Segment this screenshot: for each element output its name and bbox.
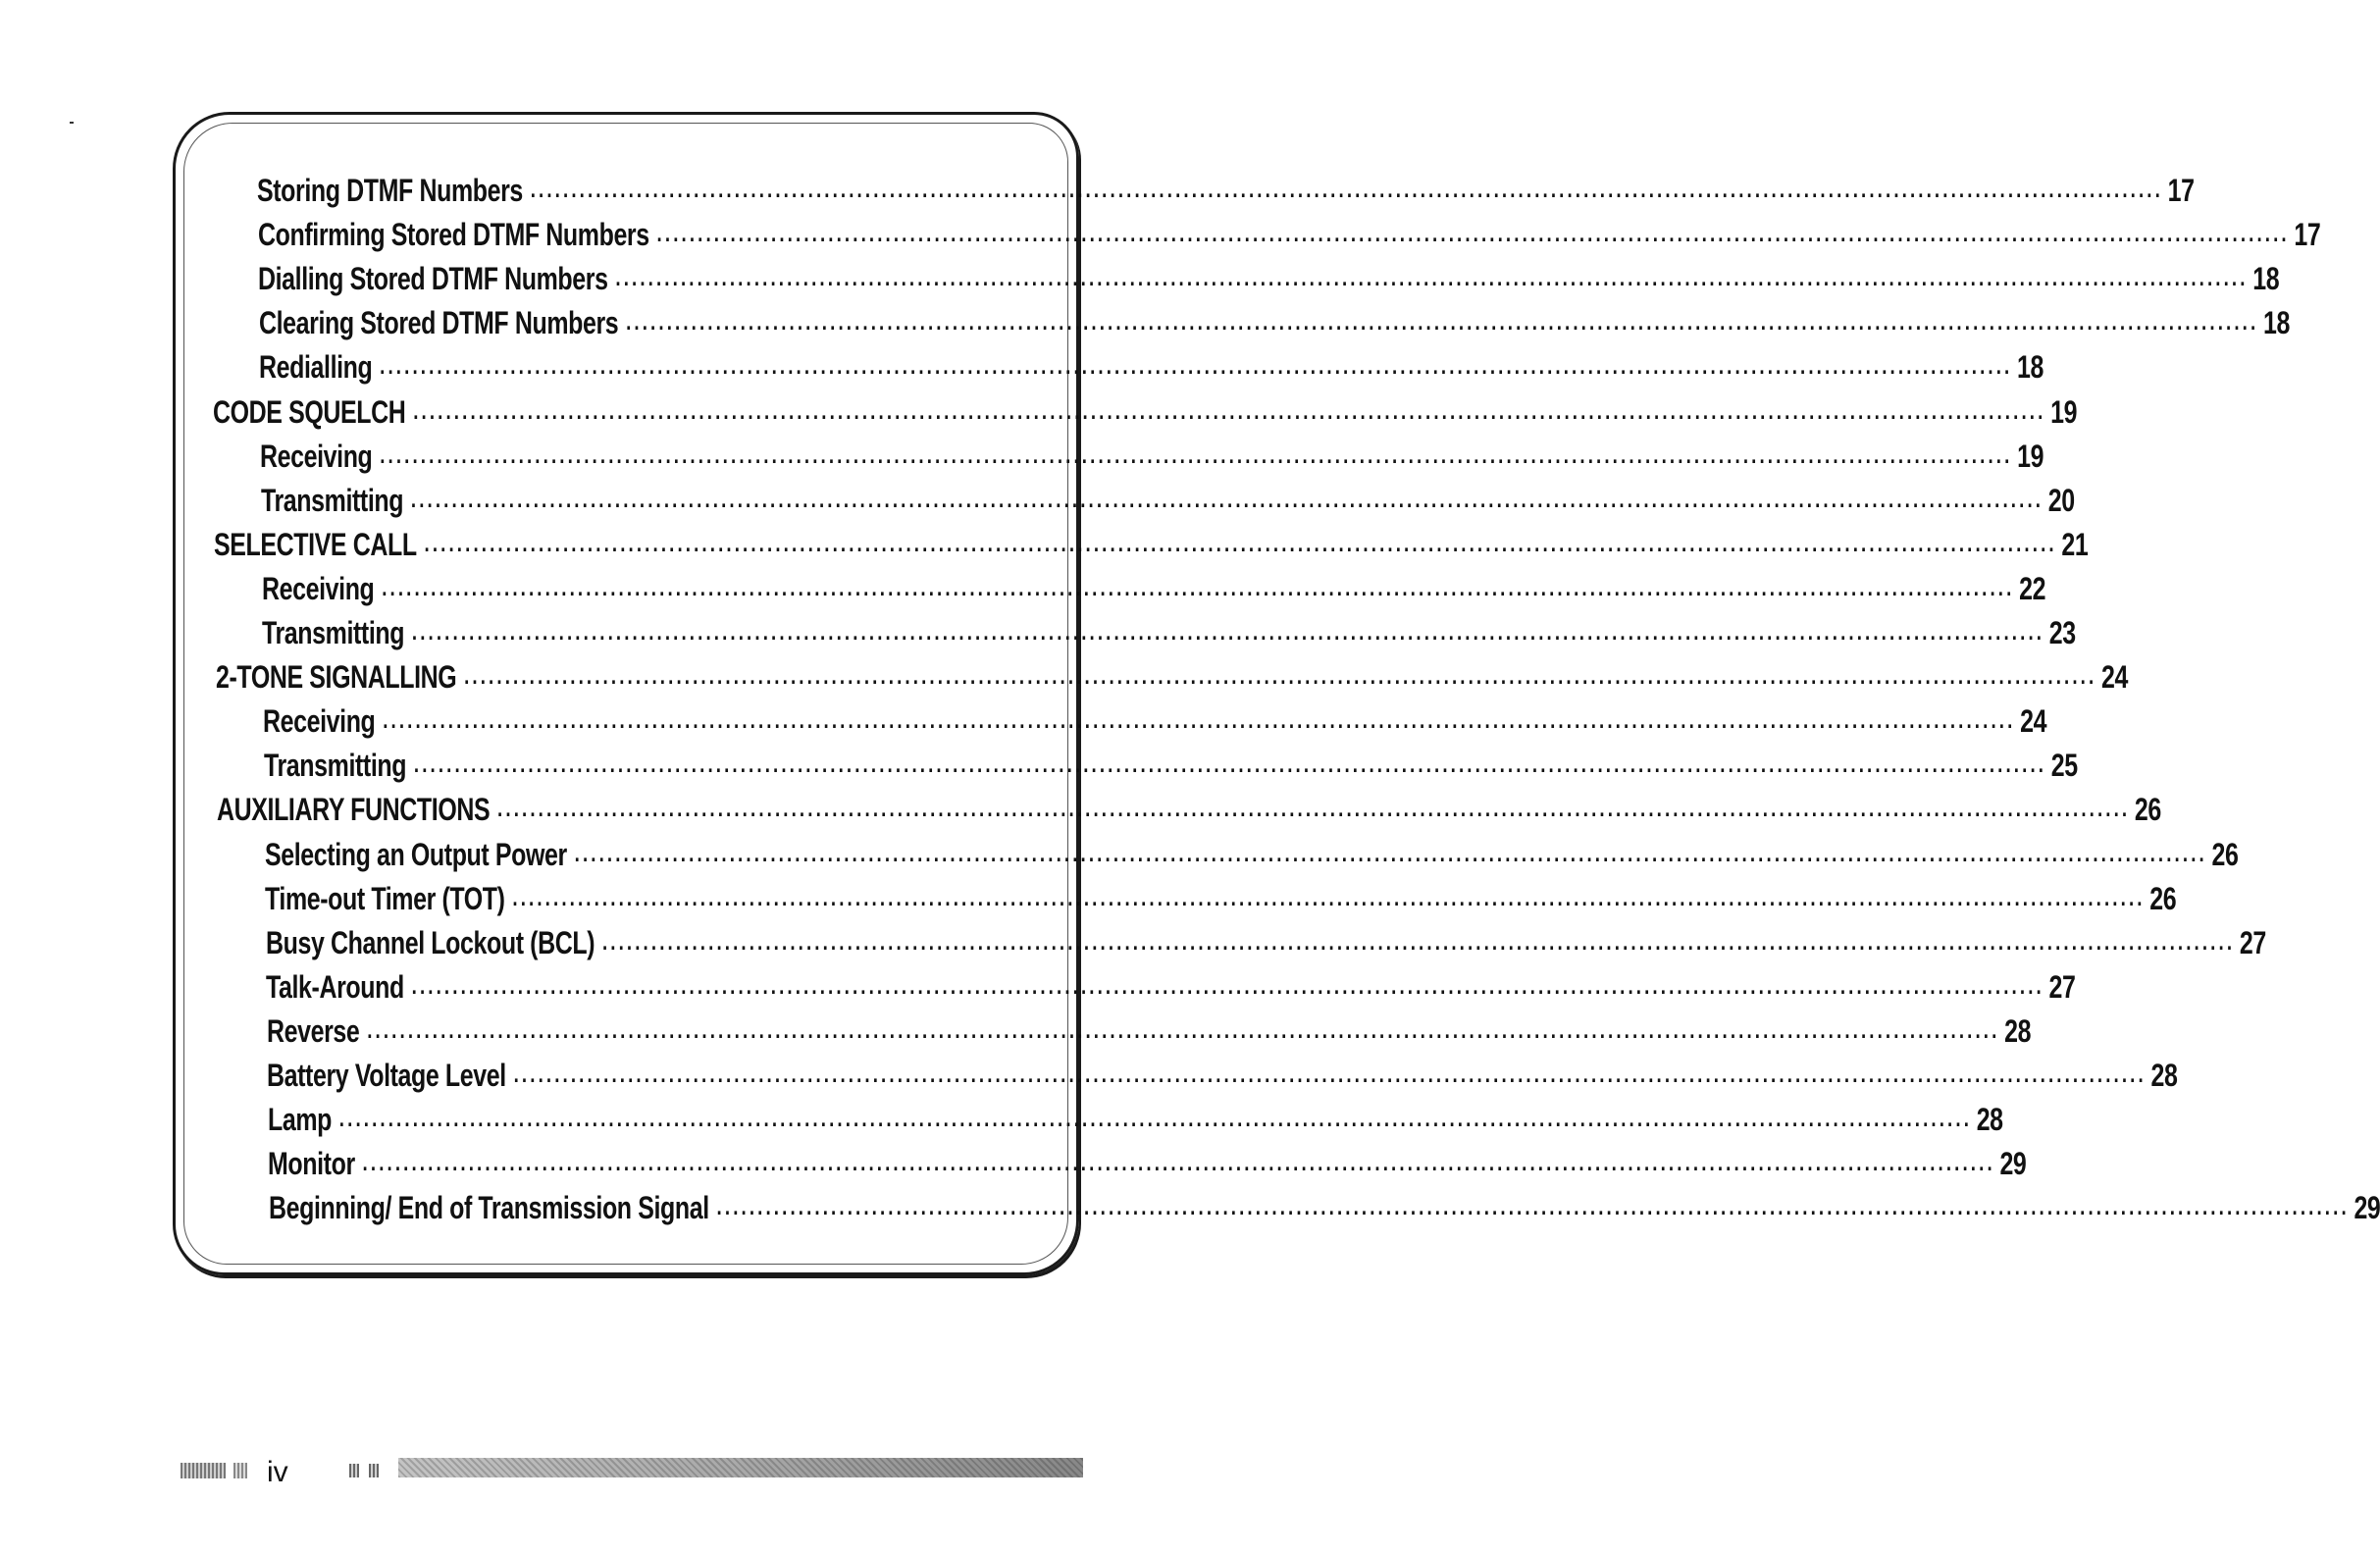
toc-leader-dots: ........................................................................................................................................................................................................ (362, 1150, 1995, 1177)
toc-entry-title: AUXILIARY FUNCTIONS (217, 792, 491, 828)
toc-entry-title: Reverse (266, 1012, 359, 1049)
toc-leader-dots: ........................................................................................................................................................................................................ (338, 1106, 1972, 1133)
toc-entry (260, 473, 2075, 518)
toc-entry-title: Beginning/ End of Transmission Signal (268, 1190, 709, 1226)
toc-leader-dots: ........................................................................................................................................................................................................ (512, 884, 2146, 911)
toc-entry-page-number: 22 (2018, 570, 2045, 606)
toc-entry-title: 2-TONE SIGNALLING (215, 659, 456, 696)
toc-entry-title: Selecting an Output Power (264, 836, 567, 872)
toc-entry (267, 1048, 2178, 1093)
toc-entry-title: Busy Channel Lockout (BCL) (265, 924, 595, 960)
toc-entry-page-number: 17 (2167, 173, 2195, 208)
toc-leader-dots: ........................................................................................................................................................................................................ (656, 221, 2290, 248)
toc-leader-dots: ........................................................................................................................................................................................................ (380, 441, 2013, 469)
toc-entry (257, 207, 2320, 253)
toc-entry (215, 649, 2128, 696)
toc-entry-title: SELECTIVE CALL (214, 526, 417, 562)
toc-entry-page-number: 27 (2048, 968, 2076, 1005)
toc-entry (212, 385, 2077, 430)
toc-leader-dots: ........................................................................................................................................................................................................ (463, 663, 2096, 691)
toc-leader-dots: ........................................................................................................................................................................................................ (413, 751, 2046, 779)
toc-entry (261, 561, 2045, 606)
toc-entry (258, 295, 2290, 341)
toc-entry-page-number: 21 (2061, 526, 2089, 562)
toc-leader-dots: ........................................................................................................................................................................................................ (513, 1062, 2147, 1088)
toc-leader-dots: ........................................................................................................................................................................................................ (410, 486, 2044, 513)
toc-entry-title: Dialling Stored DTMF Numbers (258, 261, 608, 297)
toc-entry-page-number: 24 (2020, 703, 2047, 740)
toc-entry-page-number: 29 (1999, 1146, 2027, 1182)
toc-leader-dots: ........................................................................................................................................................................................................ (381, 574, 2014, 601)
toc-entry-page-number: 24 (2100, 659, 2128, 696)
toc-entry (266, 959, 2076, 1005)
toc-leader-dots: ........................................................................................................................................................................................................ (625, 309, 2258, 337)
toc-leader-dots: ........................................................................................................................................................................................................ (497, 796, 2131, 823)
toc-entry-page-number: 23 (2048, 615, 2076, 650)
toc-leader-dots: ........................................................................................................................................................................................................ (601, 928, 2235, 956)
toc-entry-title: Receiving (260, 438, 373, 474)
toc-entry-page-number: 29 (2353, 1190, 2380, 1226)
toc-leader-dots: ........................................................................................................................................................................................................ (380, 353, 2013, 381)
footer-decoration-bar (398, 1458, 1083, 1477)
toc-entry (259, 339, 2044, 386)
toc-entry-page-number: 17 (2293, 217, 2320, 253)
toc-leader-dots: ........................................................................................................................................................................................................ (424, 530, 2057, 557)
toc-entry-title: Talk-Around (266, 968, 404, 1005)
page-number: iv (267, 1456, 288, 1488)
toc-leader-dots: ........................................................................................................................................................................................................ (530, 177, 2163, 203)
toc-entry-page-number: 28 (1976, 1102, 2003, 1138)
toc-entry-page-number: 27 (2239, 924, 2266, 960)
toc-leader-dots: ........................................................................................................................................................................................................ (411, 619, 2045, 646)
footer-decoration-left (181, 1463, 226, 1478)
toc-entry-title: Confirming Stored DTMF Numbers (257, 217, 649, 253)
toc-entry-title: Transmitting (260, 482, 403, 518)
toc-entry-page-number: 18 (2017, 349, 2044, 386)
toc-entry-title: Time-out Timer (TOT) (265, 880, 505, 916)
toc-entry (267, 1092, 2003, 1138)
toc-leader-dots: ........................................................................................................................................................................................................ (411, 972, 2044, 1000)
toc-entry (262, 605, 2076, 650)
toc-entry-title: Lamp (267, 1102, 332, 1138)
toc-entry (264, 827, 2238, 872)
toc-entry (260, 429, 2044, 474)
footer-decoration-square (349, 1464, 359, 1477)
toc-entry (217, 782, 2161, 828)
toc-entry-title: Redialling (259, 349, 373, 386)
toc-entry (268, 1136, 2027, 1182)
toc-entry-title: CODE SQUELCH (212, 393, 405, 430)
toc-entry (268, 1180, 2380, 1226)
toc-entry-page-number: 19 (2017, 438, 2044, 474)
toc-leader-dots: ........................................................................................................................................................................................................ (412, 397, 2045, 425)
toc-entry-page-number: 25 (2050, 748, 2078, 784)
toc-entry-title: Storing DTMF Numbers (257, 173, 523, 208)
toc-leader-dots: ........................................................................................................................................................................................................ (383, 707, 2016, 735)
toc-entry (265, 871, 2177, 916)
toc-entry-page-number: 28 (2003, 1012, 2031, 1049)
toc-entry-page-number: 26 (2134, 792, 2161, 828)
toc-entry-title: Transmitting (263, 748, 406, 784)
toc-leader-dots: ........................................................................................................................................................................................................ (366, 1016, 1999, 1044)
toc-entry (263, 738, 2078, 784)
toc-entry-title: Receiving (261, 570, 374, 606)
toc-entry-title: Transmitting (262, 615, 405, 650)
toc-leader-dots: ........................................................................................................................................................................................................ (574, 840, 2207, 867)
toc-entry-page-number: 20 (2047, 482, 2075, 518)
toc-entry-title: Monitor (268, 1146, 355, 1182)
toc-entry-page-number: 26 (2149, 880, 2177, 916)
toc-leader-dots: ........................................................................................................................................................................................................ (615, 265, 2249, 292)
footer-decoration-square (369, 1464, 379, 1477)
toc-entry-title: Clearing Stored DTMF Numbers (258, 305, 618, 341)
toc-entry (258, 251, 2280, 297)
toc-leader-dots: ........................................................................................................................................................................................................ (716, 1194, 2350, 1221)
toc-entry (263, 694, 2047, 740)
toc-entry (265, 915, 2266, 960)
footer-decoration-left-small (233, 1463, 247, 1478)
toc-entry-page-number: 19 (2049, 393, 2077, 430)
toc-entry-page-number: 18 (2252, 261, 2280, 297)
toc-entry-page-number: 26 (2211, 836, 2238, 872)
toc-entry (266, 1004, 2031, 1049)
toc-entry (257, 163, 2195, 208)
toc-entry-page-number: 18 (2262, 305, 2290, 341)
toc-entry-title: Battery Voltage Level (267, 1058, 506, 1093)
toc-entry-title: Receiving (263, 703, 376, 740)
toc-entry (214, 517, 2089, 562)
toc-entry-page-number: 28 (2150, 1058, 2178, 1093)
